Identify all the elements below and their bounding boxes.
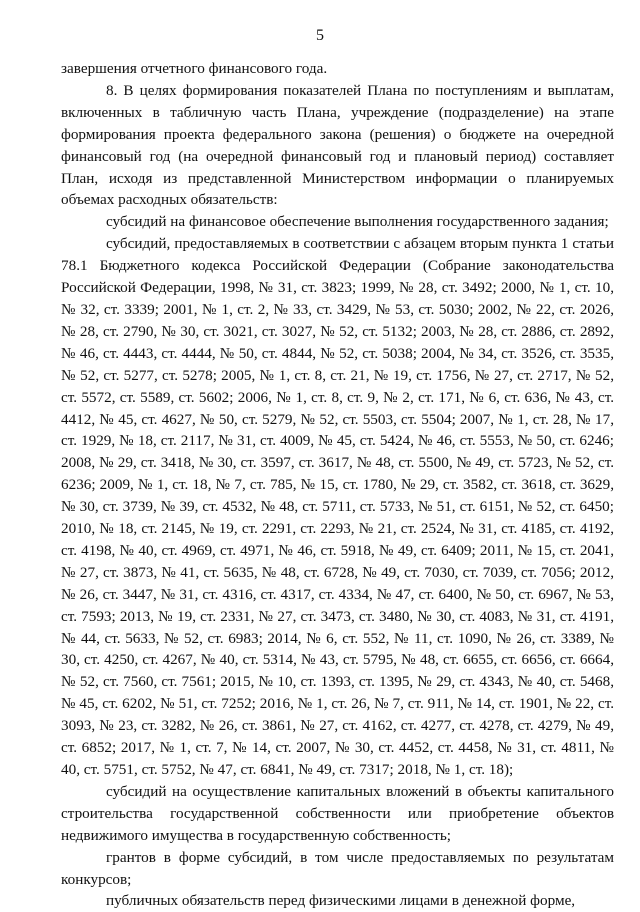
paragraph-item-8: 8. В целях формирования показателей Плана по поступлениям и выплатам, включенных в табличную часть Плана, учреждение (подразделение) на этапе формирования проекта федерального закона (решения) о бюджете на очередной финансовый год (на очередной финансовый год и плановый период) составляет План, исходя из представленной Министерством информации о планируемых объемах расходных обязательств: xyxy=(61,81,614,209)
paragraph-subsidy-article-78-1: субсидий, предоставляемых в соответствии с абзацем вторым пункта 1 статьи 78.1 Бюджетного кодекса Российской Федерации (Собрание законодательства Российской Федерации, 1998, № 31, ст. 3823; 1999, № 28, ст. 3492; 2000, № 1, ст. 10, № 32, ст. 3339; 2001, № 1, ст. 2, № 33, ст. 3429, № 53, ст. 5030; 2002, № 22, ст. 2026, № 28, ст. 2790, № 30, ст. 3021, ст. 3027, № 52, ст. 5132; 2003, № 28, ст. 2886, ст. 2892, № 46, ст. 4443, ст. 4444, № 50, ст. 4844, № 52, ст. 5038; 2004, № 34, ст. 3526, ст. 3535, № 52, ст. 5277, ст. 5278; 2005, № 1, ст. 8, ст. 21, № 19, ст. 1756, № 27, ст. 2717, № 52, ст. 5572, ст. 5589, ст. 5602; 2006, № 1, ст. 8, ст. 9, № 2, ст. 171, № 6, ст. 636, № 43, ст. 4412, № 45, ст. 4627, № 50, ст. 5279, № 52, ст. 5503, ст. 5504; 2007, № 1, ст. 28, № 17, ст. 1929, № 18, ст. 2117, № 31, ст. 4009, № 45, ст. 5424, № 46, ст. 5553, № 50, ст. 6246; 2008, № 29, ст. 3418, № 30, ст. 3597, ст. 3617, № 48, ст. 5500, № 49, ст. 5723, № 52, ст. 6236; 2009, № 1, ст. 18, № 7, ст. 785, № 15, ст. 1780, № 29, ст. 3582, ст. 3618, ст. 3629, № 30, ст. 3739, № 39, ст. 4532, № 48, ст. 5711, ст. 5733, № 51, ст. 6151, № 52, ст. 6450; 2010, № 18, ст. 2145, № 19, ст. 2291, ст. 2293, № 21, ст. 2524, № 31, ст. 4185, ст. 4192, ст. 4198, № 40, ст. 4969, ст. 4971, № 46, ст. 5918, № 49, ст. 6409; 2011, № 15, ст. 2041, № 27, ст. 3873, № 41, ст. 5635, № 48, ст. 6728, № 49, ст. 7030, ст. 7039, ст. 7056; 2012, № 26, ст. 3447, № 31, ст. 4316, ст. 4317, ст. 4334, № 47, ст. 6400, № 50, ст. 6967, № 53, ст. 7593; 2013, № 19, ст. 2331, № 27, ст. 3473, ст. 3480, № 30, ст. 4083, № 31, ст. 4191, № 44, ст. 5633, № 52, ст. 6983; 2014, № 6, ст. 552, № 11, ст. 1090, № 26, ст. 3389, № 30, ст. 4250, ст. 4267, № 40, ст. 5314, № 43, ст. 5795, № 48, ст. 6655, ст. 6656, ст. 6664, № 52, ст. 7560, ст. 7561; 2015, № 10, ст. 1393, ст. 1395, № 29, ст. 4343, № 40, ст. 5468, № 45, ст. 6202, № 51, ст. 7252; 2016, № 1, ст. 26, № 7, ст. 911, № 14, ст. 1901, № 22, ст. 3093, № 23, ст. 3282, № 26, ст. 3861, № 27, ст. 4162, ст. 4277, ст. 4278, ст. 4279, № 49, ст. 6852; 2017, № 1, ст. 7, № 14, ст. 2007, № 30, ст. 4452, ст. 4458, № 31, ст. 4811, № 40, ст. 5751, ст. 5752, № 47, ст. 6841, № 49, ст. 7317; 2018, № 1, ст. 18); xyxy=(61,235,614,778)
paragraph-continuation: завершения отчетного финансового года. xyxy=(61,60,328,77)
document-body xyxy=(61,58,614,912)
paragraph-public-obligations: публичных обязательств перед физическими лицами в денежной форме, xyxy=(106,892,576,910)
paragraph-subsidy-capital-investment: субсидий на осуществление капитальных вложений в объекты капитального строительства государственной собственности или приобретение объектов недвижимого имущества в государственную собственность; xyxy=(61,782,614,844)
paragraph-grants: грантов в форме субсидий, в том числе предоставляемых по результатам конкурсов; xyxy=(61,848,614,888)
paragraph-subsidy-state-task: субсидий на финансовое обеспечение выполнения государственного задания; xyxy=(106,213,609,231)
page-number: 5 xyxy=(316,27,324,44)
